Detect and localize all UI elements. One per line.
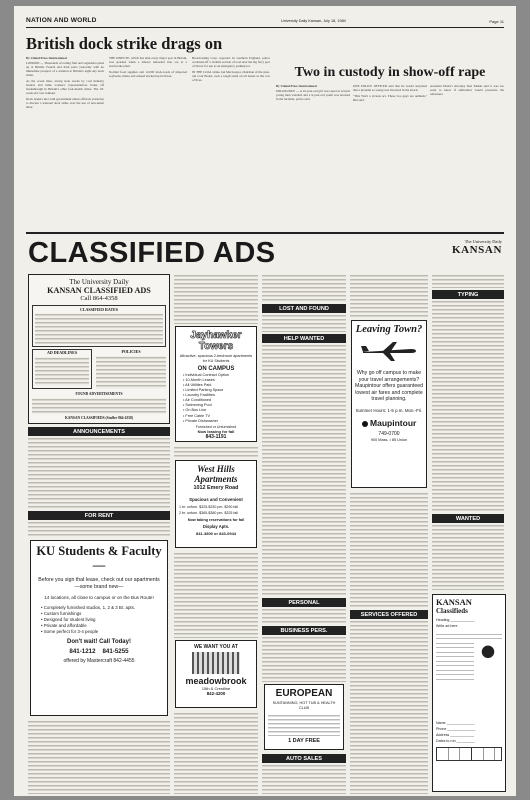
- headline-dock-strike: British dock strike drags on: [26, 34, 223, 53]
- typing-header: TYPING: [432, 290, 504, 299]
- wanted-header: WANTED: [432, 514, 504, 523]
- ku-title: KU Students & Faculty—: [36, 544, 162, 572]
- jayhawker-desc: Attractive, spacious 2-bedroom apartments for KU Students: [179, 354, 253, 363]
- section-header: [26, 16, 504, 28]
- paragraph: Dock leaders met with government union officials yesterday to discuss a national dock strike over the use of non-union labor.: [26, 97, 104, 109]
- ku-feature: • Designed for student living: [41, 616, 96, 622]
- rates-footer: KANSAN CLASSIFIEDS (Staffer 864-4358): [64, 416, 134, 420]
- ku-feature: • Private and affordable: [41, 622, 87, 628]
- travel-hours: Summer Hours: 1-5 p.m. Mon.-Fri.: [355, 407, 423, 413]
- travel-phone: 749-0700: [378, 431, 400, 438]
- building-illustration: [192, 652, 240, 674]
- form-heading-label: Heading: [436, 618, 450, 622]
- help-wanted-header: HELP WANTED: [262, 334, 346, 343]
- paragraph: ONE POLICE OFFICER said that he wasn't surprised that a juvenile so young was involved in the attack.: [353, 84, 427, 92]
- byline: By United Press International: [276, 84, 317, 88]
- meadowbrook-name: meadowbrook: [185, 676, 247, 686]
- paragraph: Assistant District Attorney Ken Emkin said it was too early to know if authorities would prosecute the onlookers.: [430, 84, 504, 96]
- rates-title: KANSAN CLASSIFIED ADS: [47, 286, 151, 295]
- ku-body: Before you sign that lease, check out our apartments —some brand new—: [38, 577, 160, 590]
- personal-header: PERSONAL: [262, 598, 346, 607]
- maupintour-name: Maupintour: [370, 418, 417, 429]
- jayhawker-feature: • Swimming Pool: [183, 403, 212, 408]
- jayhawker-feature: • 10-Month Leases: [183, 377, 215, 382]
- rates-grid: [436, 747, 502, 761]
- paragraph: LONDON — Thousands of rotting fruit and vegetables piled up at British, French and Irish ports yesterday with no immediate prospect of a solution to Britain's eight-day dock strike.: [26, 61, 104, 77]
- paragraph: Broadcasting Corp. reported. In southern England, police cordoned off a 10-mile section of road near the big ferry port of Dover for use as an emergency parking lot.: [192, 56, 270, 68]
- ku-feature: • Custom furnishings: [41, 610, 82, 616]
- form-address-label: Address: [436, 733, 450, 737]
- ku-feature: • Completely furnished studios, 1, 2 & 3 Br. apts.: [41, 605, 136, 610]
- paragraph: THE DISPUTE, which has shut every major port in Britain, was sparked when a laborer unloaded iron ore at a steelworks plant.: [109, 56, 187, 68]
- rates-paper: The University Daily: [69, 278, 129, 286]
- paper-label: The University Daily: [464, 239, 502, 244]
- west-hills-now: Now taking reservations for fall: [187, 518, 245, 522]
- ku-sub: 14 locations, all close to campus or on the Bus Route!: [44, 595, 154, 600]
- business-header: BUSINESS PERS.: [262, 626, 346, 635]
- jayhawker-feature: • All Utilities Paid: [183, 382, 212, 387]
- newspaper-page: [14, 6, 516, 796]
- jayhawker-name: Jayhawker: [190, 330, 242, 341]
- jayhawker-feature: • Laundry Facilities: [183, 393, 215, 398]
- airplane-icon: [359, 340, 419, 362]
- european-offer: 1 DAY FREE: [288, 737, 320, 744]
- jayhawker-feature: • Individual Contract Option: [183, 372, 230, 377]
- deadlines-title: AD DEADLINES: [46, 350, 78, 355]
- european-title: EUROPEAN: [275, 688, 333, 699]
- form-title: KANSAN: [436, 597, 472, 607]
- jayhawker-on-campus: ON CAMPUS: [197, 365, 235, 372]
- west-hills-name: West Hills Apartments: [194, 464, 238, 484]
- ku-offered: offered by Mastercraft 842-4455: [63, 657, 135, 664]
- maupintour-ad: [351, 320, 427, 488]
- form-dates-label: Dates to run: [436, 739, 456, 743]
- policies-title: POLICIES: [121, 349, 141, 354]
- form-phone-label: Phone: [436, 727, 447, 731]
- meadowbrook-phone: 842-4200: [206, 691, 226, 696]
- jayhawker-now: Now leasing for fall: [197, 428, 235, 434]
- jayhawker-towers-ad: [175, 326, 257, 442]
- west-hills-display: Display Apts.: [202, 524, 230, 529]
- west-hills-ad: [175, 460, 257, 548]
- jayhawker-feature: • Private Dishwasher: [183, 418, 219, 423]
- travel-body: Why go off campus to make your travel arrangements? Maupintour offers guaranteed lowest air fares and complete travel planning.: [355, 370, 423, 403]
- european-sub: SUNTANNING, HOT TUB & HEALTH CLUB: [272, 701, 336, 710]
- form-subtitle: Classifieds: [436, 607, 468, 615]
- jayhawker-feature: • On Bus Line: [183, 408, 207, 413]
- found-title: FOUND ADVERTISEMENTS: [75, 392, 123, 396]
- ku-phone: 841-5255: [102, 647, 129, 655]
- paragraph: Normal food supplies and 12,000 truck-loads of imported soybeans, maize and oilseed stacked up in Dover.: [109, 70, 187, 78]
- woman-illustration: [474, 641, 502, 701]
- form-name-label: Name: [436, 721, 446, 725]
- west-hills-addr: 1012 Emery Road: [193, 485, 239, 491]
- travel-addr: 900 Mass. • 85 Union: [370, 438, 408, 443]
- west-hills-1br: 1 br. unfurn. $325-$330 pm. $290 fall: [179, 505, 238, 509]
- ku-phone: 841-1212: [69, 647, 96, 655]
- rates-phone: Call 864-4358: [80, 295, 118, 302]
- page-number: Page 11: [489, 19, 504, 24]
- paragraph: As the ocean liner, strong state stocks by coal industry leaders and mine workers' representatives broke off breakthrough in Britain's other four-month strike. The 18-week-old coal walkout.: [26, 79, 104, 95]
- meadowbrook-want: WE WANT YOU AT: [194, 644, 238, 650]
- meadowbrook-addr: 15th & Crestline: [201, 686, 231, 691]
- meadowbrook-ad: [175, 640, 257, 708]
- services-offered-header: SERVICES OFFERED: [350, 610, 428, 619]
- classified-ads-title: CLASSIFIED ADS: [28, 237, 276, 269]
- jayhawker-feature: • Free Cable TV: [183, 413, 211, 418]
- jayhawker-towers: Towers: [198, 341, 234, 352]
- paragraph: MILWAUKEE — A 16-year-old girl was raped as several young men watched and a 9-year-old youth was arrested in the incident, police said.: [276, 89, 350, 101]
- ku-call: Don't wait! Call Today!: [67, 638, 131, 645]
- ku-students-ad: [30, 540, 168, 716]
- european-suntanning-ad: [264, 684, 344, 750]
- west-hills-2br: 2 br. unfurn. $365-$380 pm. $325 fall: [179, 511, 238, 515]
- classified-rates-box: [28, 274, 170, 424]
- travel-title: Leaving Town?: [355, 324, 423, 335]
- form-write-label: Write ad here: [436, 624, 458, 628]
- headline-show-off: Two in custody in show-off rape: [294, 65, 486, 80]
- announcements-header: ANNOUNCEMENTS: [28, 427, 170, 436]
- jayhawker-note: Furnished or Unfurnished: [195, 424, 237, 429]
- west-hills-phone: 841-3800 or 843-0944: [195, 531, 237, 536]
- jayhawker-feature: • Limited Parking Space: [183, 387, 224, 392]
- jayhawker-feature: • Air Conditioned: [183, 398, 212, 403]
- paragraph: "This WAS a vicious act. These two guys are animals," Ritt said.: [353, 94, 427, 102]
- section-label: NATION AND WORLD: [26, 17, 97, 24]
- ku-feature: • Some perfect for 3-4 people: [41, 628, 99, 634]
- byline: By United Press International: [26, 56, 67, 60]
- jayhawker-phone: 843-1191: [205, 433, 227, 440]
- lost-found-header: LOST AND FOUND: [262, 304, 346, 313]
- paper-name: KANSAN: [451, 244, 502, 256]
- story-dock-strike: [26, 34, 270, 230]
- classified-order-form: KANSAN Classifieds Heading ____________ Write ad here Name ______________ Phone ______________ Address ____________ Dates to run _________: [432, 594, 506, 792]
- paragraph: IN THE COAL strike, Ian MacGregor, chairman of the state-run Coal Board, took a tough stand on all issues as the row of lives.: [192, 70, 270, 82]
- auto-sales-header: AUTO SALES: [262, 754, 346, 763]
- story-rape: [276, 64, 504, 230]
- maupintour-logo: [355, 418, 423, 428]
- for-rent-header: FOR RENT: [28, 511, 170, 520]
- paper-info: University Daily Kansan, July 18, 1984: [281, 19, 346, 23]
- west-hills-sub: Spacious and Convenient: [189, 497, 243, 502]
- rates-table-title: CLASSIFIED RATES: [79, 307, 119, 312]
